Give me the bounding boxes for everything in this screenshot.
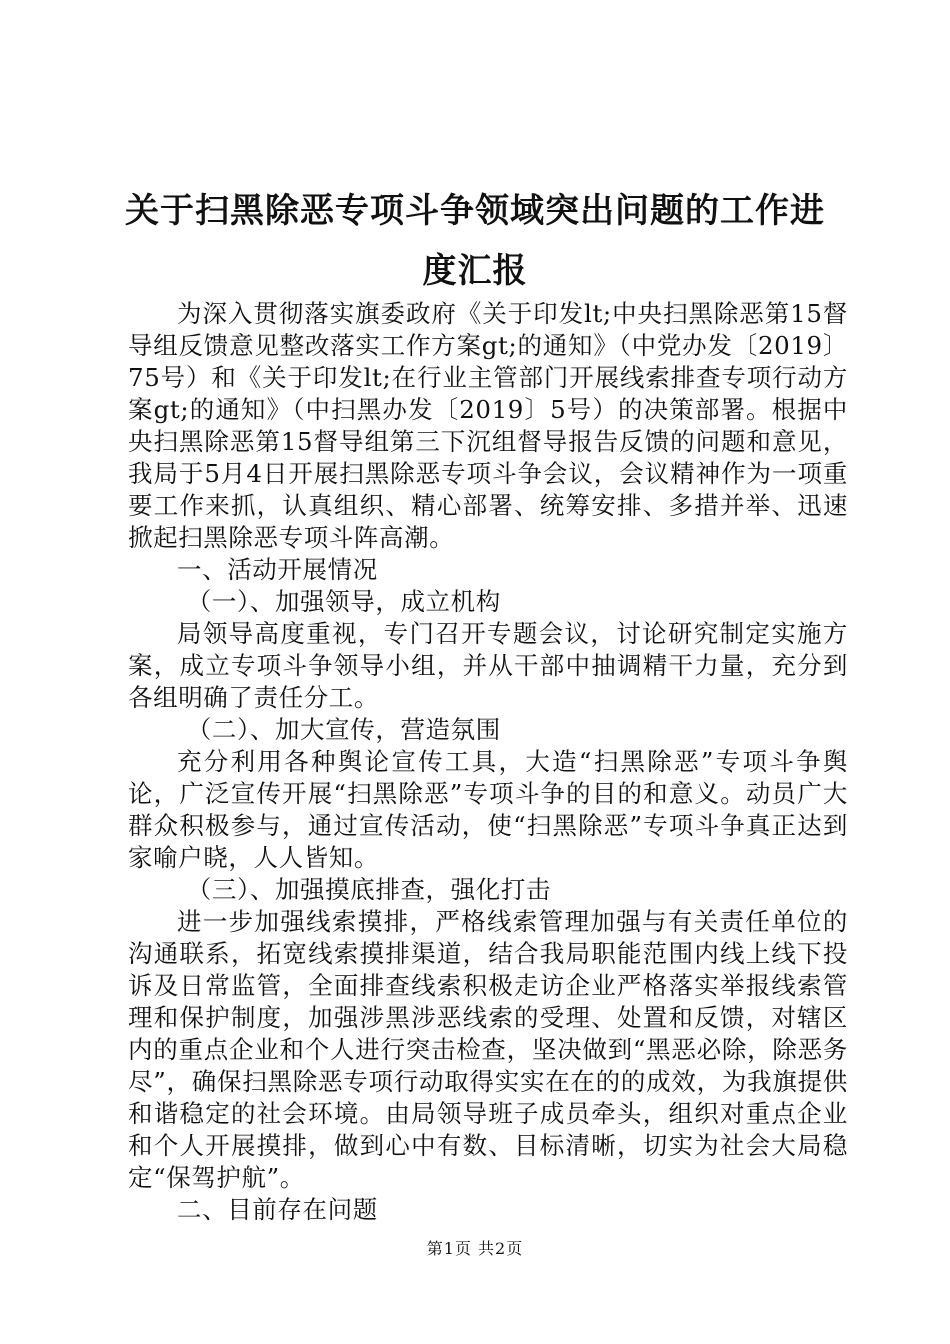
subsection1-paragraph: 局领导高度重视，专门召开专题会议，讨论研究制定实施方案，成立专项斗争领导小组，并从干部中抽调精干力量，充分到各组明确了责任分工。 bbox=[128, 619, 848, 712]
intro-paragraph: 为深入贯彻落实旗委政府《关于印发lt;中央扫黑除恶第15督导组反馈意见整改落实工作方案gt;的通知》（中党办发〔2019〕75号）和《关于印发lt;在行业主管部门开展线索排查专项行动方案gt;的通知》（中扫黑办发〔2019〕5号）的决策部署。根据中央扫黑除恶第15督导组第三下沉组督导报告反馈的问题和意见，我局于5月4日开展扫黑除恶专项斗争会议，会议精神作为一项重要工作来抓，认真组织、精心部署、统筹安排、多措并举、迅速掀起扫黑除恶专项斗阵高潮。 bbox=[128, 299, 848, 552]
document-body bbox=[128, 298, 848, 1226]
document-title-line2: 度汇报 bbox=[422, 251, 528, 291]
subsection3-paragraph: 进一步加强线索摸排，严格线索管理加强与有关责任单位的沟通联系，拓宽线索摸排渠道，结合我局职能范围内线上线下投诉及日常监管，全面排查线索积极走访企业严格落实举报线索管理和保护制度，加强涉黑涉恶线索的受理、处置和反馈，对辖区内的重点企业和个人进行突击检查，坚决做到“黑恶必除，除恶务尽”，确保扫黑除恶专项行动取得实实在在的的成效，为我旗提供和谐稳定的社会环境。由局领导班子成员牵头，组织对重点企业和个人开展摸排，做到心中有数、目标清晰，切实为社会大局稳定“保驾护航”。 bbox=[128, 907, 848, 1192]
subsection1-heading: （一）、加强领导，成立机构 bbox=[186, 587, 501, 616]
subsection2-heading: （二）、加大宣传，营造氛围 bbox=[186, 715, 501, 744]
subsection3-heading: （三）、加强摸底排查，强化打击 bbox=[186, 875, 552, 904]
page-footer: 第1页 共2页 bbox=[426, 1239, 524, 1258]
document-title-line1: 关于扫黑除恶专项斗争领域突出问题的工作进 bbox=[125, 191, 825, 231]
subsection2-paragraph: 充分利用各种舆论宣传工具，大造“扫黑除恶”专项斗争舆论，广泛宣传开展“扫黑除恶”专项斗争的目的和意义。动员广大群众积极参与，通过宣传活动，使“扫黑除恶”专项斗争真正达到家喻户晓，人人皆知。 bbox=[128, 747, 848, 872]
section2-heading: 二、目前存在问题 bbox=[177, 1195, 378, 1224]
section1-heading: 一、活动开展情况 bbox=[177, 555, 378, 584]
